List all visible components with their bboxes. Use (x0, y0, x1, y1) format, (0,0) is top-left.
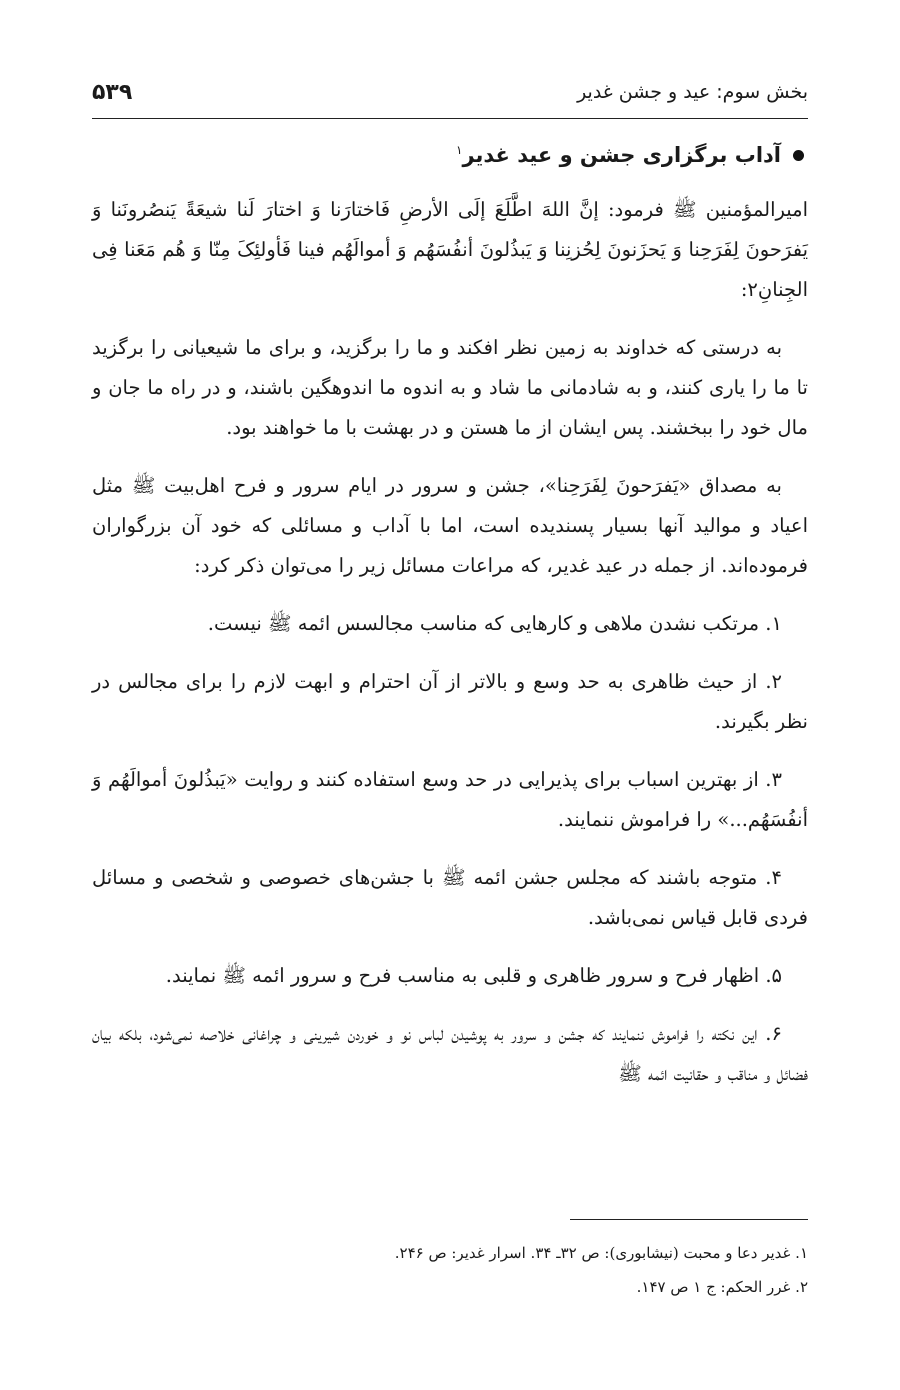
footnote-mark: ۱ (456, 143, 463, 157)
bullet-icon (793, 150, 804, 161)
list-item: ۱. مرتکب نشدن ملاهی و کارهایی که مناسب مجالسس ائمه ﷺ نیست. (207, 612, 782, 635)
header-divider (92, 118, 808, 119)
list-item: ۶. این نکته را فراموش ننمایند که جشن و سرور به پوشیدن لباس نو و خوردن شیرینی و چراغانی خلاصه نمی‌شود، بلکه بیان فضائل و مناقب و حقانیت ائمه ﷺ (92, 1022, 808, 1085)
section-heading-text: آداب برگزاری جشن و عید غدیر (462, 143, 781, 167)
page-body (92, 190, 808, 1112)
list-item: ۳. از بهترین اسباب برای پذیرایی در حد وسع استفاده کنند و روایت «یَبذُلونَ أموالَهُم وَ أنفُسَهُم...» را فراموش ننمایند. (92, 768, 808, 831)
footnote-divider (570, 1219, 808, 1220)
translation-paragraph: به درستی که خداوند به زمین نظر افکند و ما را برگزید، و برای ما شیعیانی را برگزید تا ما را یاری کنند، و به شادمانی ما شاد و به اندوه ما اندوهگین باشند، و در راه ما جان و مال خود را ببخشند. پس ایشان از ما هستن و در بهشت با ما خواهند بود. (92, 336, 808, 439)
list-item: ۵. اظهار فرح و سرور ظاهری و قلبی به مناسب فرح و سرور ائمه ﷺ نمایند. (165, 964, 782, 987)
page-header (92, 72, 808, 112)
intro-paragraph: به مصداق «یَفرَحونَ لِفَرَحِنا»، جشن و سرور در ایام سرور و فرح اهل‌بیت ﷺ مثل اعیاد و موالید آنها بسیار پسندیده است، اما با آداب و مسائلی که خود آن بزرگواران فرموده‌اند. از جمله در عید غدیر، که مراعات مسائل زیر را می‌توان ذکر کرد: (92, 474, 808, 577)
list-item: ۲. از حیث ظاهری به حد وسع و بالاتر از آن احترام و ابهت لازم را برای مجالس در نظر بگیرند. (92, 670, 808, 733)
running-title: بخش سوم: عید و جشن غدیر (577, 81, 808, 103)
book-page (92, 0, 808, 1390)
footnote: ۲. غرر الحکم: ج ۱ ص ۱۴۷. (636, 1278, 808, 1296)
footnote: ۱. غدیر دعا و محبت (نیشابوری): ص ۳۲ـ ۳۴. اسرار غدیر: ص ۲۴۶. (394, 1244, 808, 1262)
footnotes (92, 1236, 808, 1304)
hadith-paragraph: امیرالمؤمنین ﷺ فرمود: إنَّ اللهَ اطَّلَعَ إلَی الأرضِ فَاختارَنا وَ اختارَ لَنا شیعَةً یَنصُرونَنا وَ یَفرَحونَ لِفَرَحِنا وَ یَحزَنونَ لِحُزنِنا وَ یَبذُلونَ أنفُسَهُم وَ أموالَهُم فینا فَأولئِکَ مِنّا وَ هُم مَعَنا فِی الجِنانِ۲: (92, 198, 808, 301)
page-number: ۵۳۹ (92, 79, 133, 105)
section-heading (92, 143, 808, 167)
list-item: ۴. متوجه باشند که مجلس جشن ائمه ﷺ با جشن‌های خصوصی و شخصی و مسائل فردی قابل قیاس نمی‌باشد. (92, 866, 808, 929)
